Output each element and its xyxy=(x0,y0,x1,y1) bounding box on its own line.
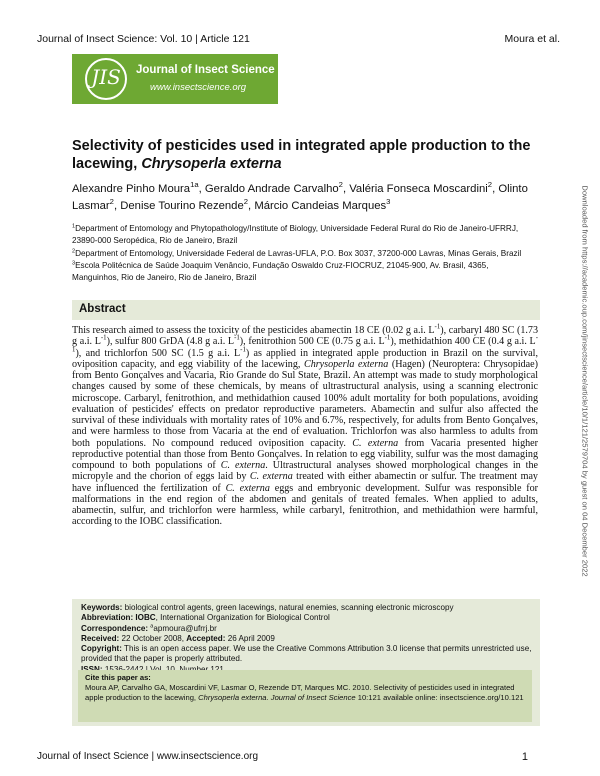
author: Valéria Fonseca Moscardini xyxy=(349,183,488,195)
copyright-line: Copyright: This is an open access paper. We use the Creative Commons Attribution 3.0 license that permits unrestricted use, provided that the paper is properly attributed. xyxy=(81,644,532,664)
author: Geraldo Andrade Carvalho xyxy=(204,183,339,195)
citation-heading: Cite this paper as: xyxy=(85,673,151,682)
dates-line: Received: 22 October 2008, Accepted: 26 April 2009 xyxy=(81,633,275,643)
page-number: 1 xyxy=(521,751,528,763)
article-metadata-panel xyxy=(72,599,540,726)
journal-header: Journal of Insect Science: Vol. 10 | Article 121 xyxy=(37,33,250,45)
affiliations xyxy=(72,223,537,284)
abstract-heading-bar xyxy=(72,300,540,320)
citation-text: Moura AP, Carvalho GA, Moscardini VF, Lasmar O, Rezende DT, Marques MC. 2010. Selectivity of pesticides used in integrated apple production to the lacewing, Chrysoperla externa. Journal of Insect Science 10:121 available online: insectscience.org/10.121 xyxy=(85,683,524,702)
correspondence-line: Correspondence: $^a$apmoura@ufrrj.br xyxy=(81,622,217,633)
affiliation: $^3$Escola Politécnica de Saúde Joaquim Venâncio, Fundação Oswaldo Cruz-FIOCRUZ, 21045-900, Av. Brasil, 4365, Manguinhos, Rio de Janeiro, Rio de Janeiro, Brazil xyxy=(72,260,489,283)
jis-logo-icon: JIS xyxy=(85,58,127,100)
logo-url[interactable]: www.insectscience.org xyxy=(150,82,247,93)
paper-title: Selectivity of pesticides used in integrated apple production to the lacewing, Chrysoperla externa xyxy=(72,138,531,172)
author: Alexandre Pinho Moura xyxy=(72,183,191,195)
logo-title: Journal of Insect Science xyxy=(136,64,275,76)
abbreviation-line: Abbreviation: IOBC, International Organization for Biological Control xyxy=(81,613,330,623)
keywords-line: Keywords: biological control agents, green lacewings, natural enemies, scanning electronic microscopy xyxy=(81,603,454,612)
footer-journal: Journal of Insect Science | www.insectscience.org xyxy=(37,751,259,762)
correspondence-email[interactable]: apmoura@ufrrj.br xyxy=(153,623,217,633)
running-head: Moura et al. xyxy=(504,33,560,45)
author: Márcio Candeias Marques xyxy=(254,200,387,212)
abstract-body: This research aimed to assess the toxicity of the pesticides abamectin 18 CE (0.02 g a.i. $L^{-1}$), carbaryl 480 SC (1.73 g a.i. $L^{-1}$), sulfur 800 GrDA (4.8 g a.i. $L^{-1}$), fenitrothion 500 CE (0.75 g a.i. $L^{-1}$), methidathion 400 CE (0.4 g a.i. $L^{-1}$), and trichlorfon 500 SC (1.5 g a.i. $L^{-1}$) as applied in integrated apple production in Brazil on the survival, oviposition capacity, and egg viability of the lacewing, Chrysoperla externa (Hagen) (Neuroptera: Chrysopidae) from Bento Gonçalves and Vacaria, Rio Grande do Sul State, Brazil. An attempt was made to study morphological changes caused by some of these chemicals, by means of ultrastructural analysis, using a scanning electronic microscope. Carbaryl, fenitrothion, and methidathion caused 100% adult mortality for both populations, avoiding evaluation of pesticides' effects on predator reproductive parameters. Abamectin and sulfur also affected the survival of these individuals with mortality rates of 10% and 6.7%, respectively, for adults from Bento Gonçalves, and were harmless to those from Vacaria at the end of evaluation. Trichlorfon was also harmless to adults from both populations. No compound reduced oviposition capacity. C. externa from Vacaria presented higher reproductive potential than those from Bento Gonçalves. In relation to egg viability, sulfur was the most damaging compound to both populations of C. externa. Ultrastructural analyses showed morphological changes in the micropyle and the chorion of eggs laid by C. externa treated with either abamectin or sulfur. The treatment may have influenced the fertilization of C. externa eggs and embryonic development. Sulfur was responsible for malformations in the end region of the abdomen and genitals of treated females. When applied to adults, abamectin, sulfur, and trichlorfon were harmless, while carbaryl, fenitrothion, and methidathion were harmful, according to the IOBC classification. xyxy=(72,323,539,528)
title-species: Chrysoperla externa xyxy=(141,156,282,172)
download-notice: Downloaded from https://academic.oup.com/jinsectscience/article/10/1/121/2579704 by guest on 04 December 2022 xyxy=(580,184,590,577)
affiliation: $^1$Department of Entomology and Phytopathology/Institute of Biology, Universidade Federal Rural do Rio de Janeiro-UFRRJ, 23890-000 Seropédica, Rio de Janeiro, Brazil xyxy=(72,223,519,246)
abstract-heading: Abstract xyxy=(79,303,126,315)
author-list: Alexandre Pinho Moura$^{1a}$, Geraldo Andrade Carvalho$^2$, Valéria Fonseca Moscardini$^2$, Olinto Lasmar$^2$, Denise Tourino Rezende$^2$, Márcio Candeias Marques$^3$ xyxy=(72,180,528,212)
journal-logo[interactable] xyxy=(72,54,278,104)
citation-box xyxy=(78,670,532,722)
author: Olinto Lasmar xyxy=(72,183,528,212)
affiliation: $^2$Department of Entomology, Universidade Federal de Lavras-UFLA, P.O. Box 3037, 37200-000 Lavras, Minas Gerais, Brazil xyxy=(72,247,522,258)
author: Denise Tourino Rezende xyxy=(120,200,244,212)
